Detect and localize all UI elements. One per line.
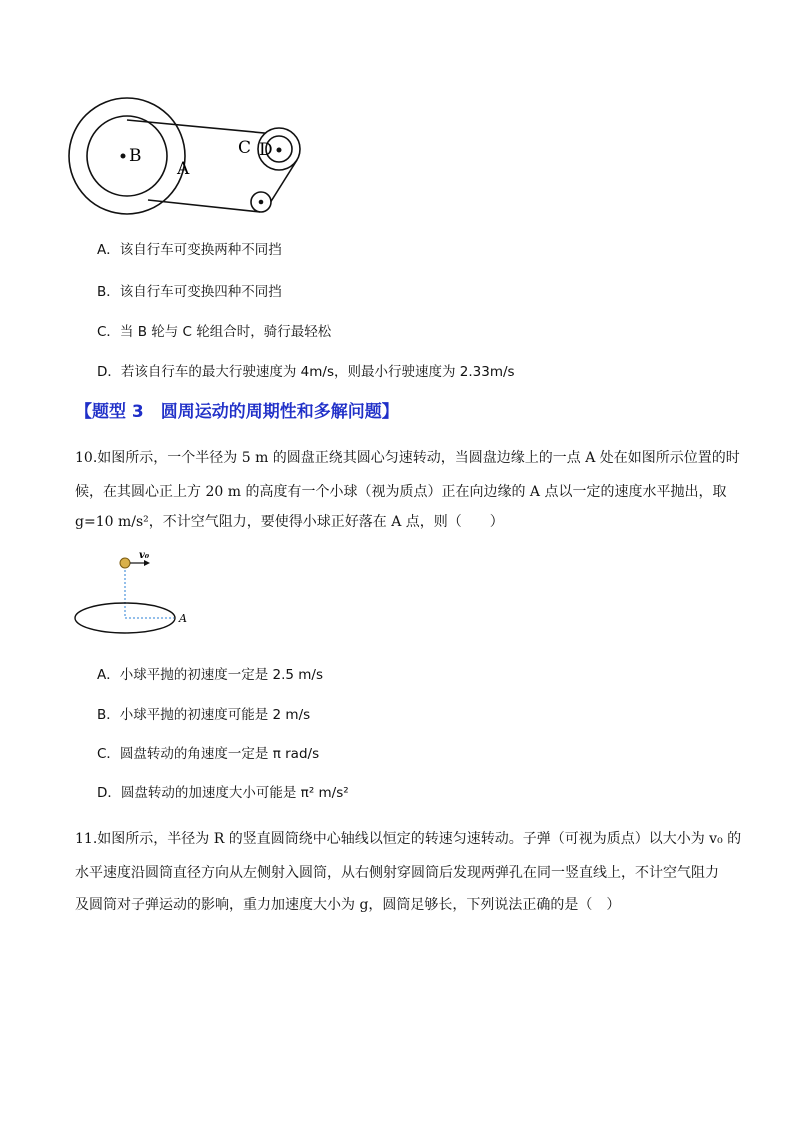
- label-a-point: A: [179, 612, 187, 625]
- label-c: C: [238, 138, 252, 158]
- label-d: D: [259, 140, 273, 160]
- gear-d-center-dot: [277, 148, 282, 153]
- label-v0: v₀: [139, 550, 150, 561]
- disk-ball-diagram: [70, 548, 210, 638]
- q11-line-3: 及圆筒对子弹运动的影响，重力加速度大小为 g，圆筒足够长，下列说法正确的是（ ）: [75, 897, 621, 913]
- chain-top-line: [127, 120, 275, 134]
- chain-bottom-line: [148, 200, 260, 212]
- q10-line-2: 候，在其圆心正上方 20 m 的高度有一个小球（视为质点）正在向边缘的 A 点以一定的速度水平抛出，取: [75, 484, 727, 500]
- q11-line-1: 11.如图所示，半径为 R 的竖直圆筒绕中心轴线以恒定的转速匀速转动。子弹（可视为质点）以大小为 v₀ 的: [75, 831, 742, 847]
- q10-line-1: 10.如图所示，一个半径为 5 m 的圆盘正绕其圆心匀速转动，当圆盘边缘上的一点 A 处在如图所示位置的时: [75, 450, 740, 466]
- label-a: A: [177, 159, 190, 179]
- q10-option-a: A．小球平抛的初速度一定是 2.5 m/s: [97, 667, 324, 683]
- section-title: 【题型 3 圆周运动的周期性和多解问题】: [75, 402, 399, 422]
- q10-option-c: C．圆盘转动的角速度一定是 π rad/s: [97, 746, 320, 762]
- q11-line-2: 水平速度沿圆筒直径方向从左侧射入圆筒，从右侧射穿圆筒后发现两弹孔在同一竖直线上，不计空气阻力: [75, 865, 719, 881]
- q10-option-b: B．小球平抛的初速度可能是 2 m/s: [97, 707, 311, 723]
- q9-option-c: C．当 B 轮与 C 轮组合时，骑行最轻松: [97, 324, 332, 340]
- q9-option-a: A．该自行车可变换两种不同挡: [97, 242, 282, 258]
- gear-b-inner-circle: [87, 116, 167, 196]
- bicycle-gear-diagram: [60, 92, 320, 222]
- q10-line-3: g=10 m/s²，不计空气阻力，要使得小球正好落在 A 点，则（ ）: [75, 514, 504, 530]
- q9-option-d: D．若该自行车的最大行驶速度为 4m/s，则最小行驶速度为 2.33m/s: [97, 364, 515, 380]
- ball-icon: [120, 558, 130, 568]
- label-b: B: [129, 146, 142, 166]
- q9-option-b: B．该自行车可变换四种不同挡: [97, 284, 282, 300]
- tensioner-wheel-dot: [259, 200, 264, 205]
- gear-b-center-dot: [121, 154, 126, 159]
- q10-option-d: D．圆盘转动的加速度大小可能是 π² m/s²: [97, 785, 349, 801]
